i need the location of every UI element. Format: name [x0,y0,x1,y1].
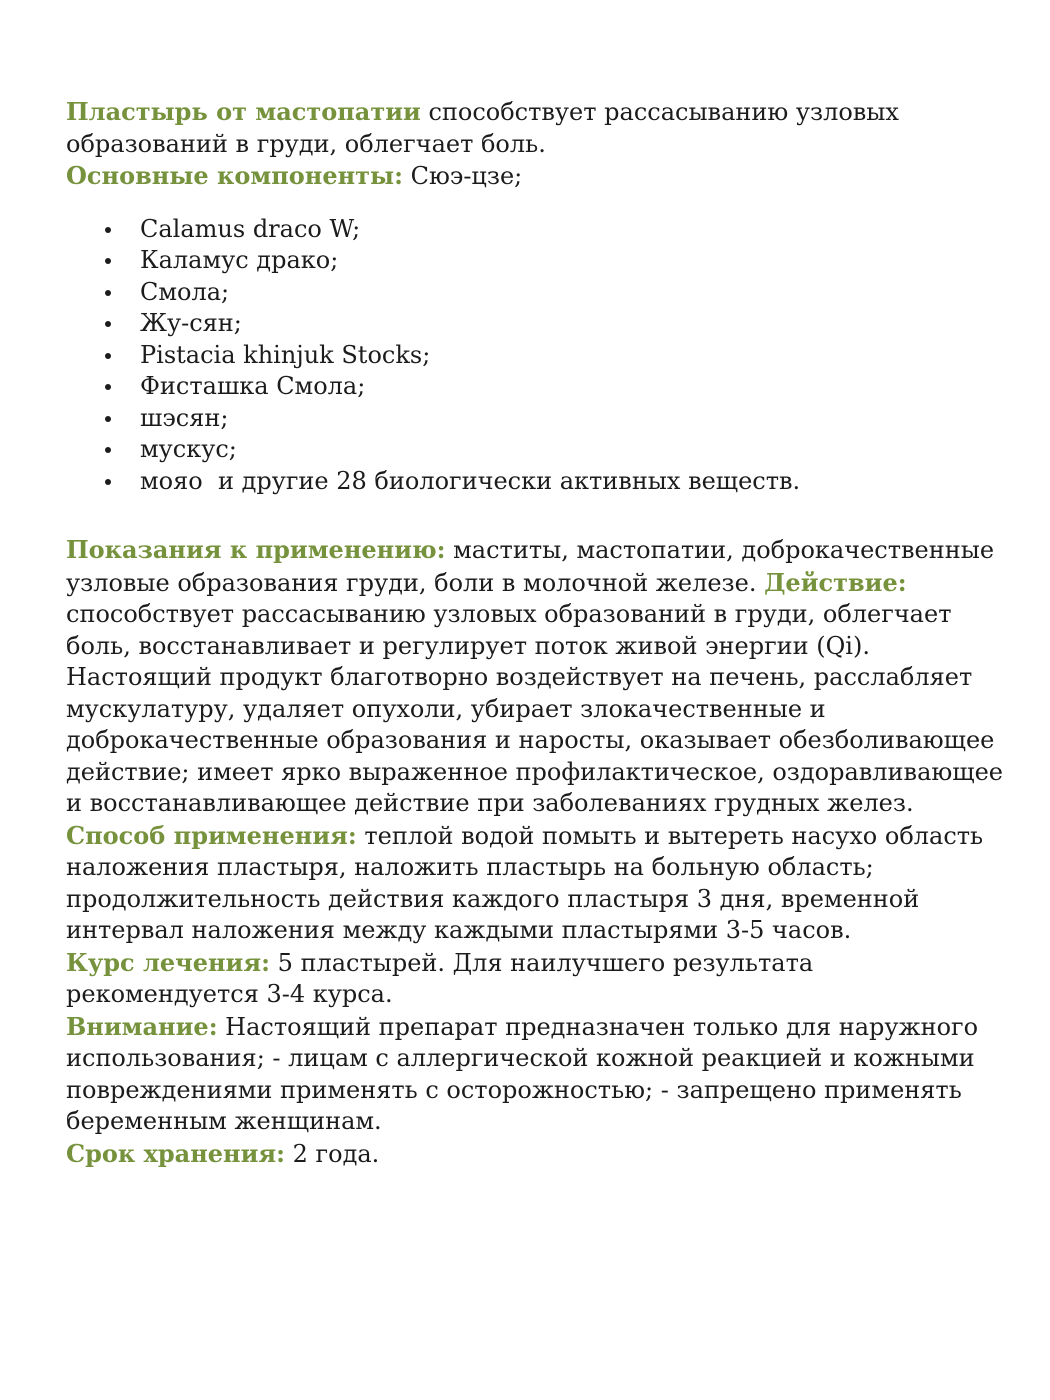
storage-label: Срок хранения: [66,1138,286,1168]
action-label: Действие: [764,567,907,597]
course-text: 5 пластырей. Для наилучшего результата рекомендуется 3-4 курса. [66,948,821,1008]
bullet-icon [105,447,111,453]
intro-text: способствует рассасыванию узловых образований в груди, облегчает боль. [66,98,907,158]
ingredients-list [66,214,1007,498]
storage-paragraph [66,1138,1007,1171]
bullet-icon [105,290,111,296]
bullet-icon [105,353,111,359]
product-title: Пластырь от мастопатии [66,97,421,126]
intro-paragraph [66,96,1007,160]
bullet-icon [105,479,111,485]
ingredient-text: мояо и другие 28 биологически активных веществ. [140,466,801,495]
ingredient-text: шэсян; [140,403,229,432]
indications-label: Показания к применению: [66,535,446,564]
warning-text: Настоящий препарат предназначен только для наружного использования; - лицам с аллергической кожной реакцией и кожными повреждениями применять с осторожностью; - запрещено применять беременным женщинам. [66,1012,986,1135]
ingredient-text: Смола; [140,277,230,306]
course-label: Курс лечения: [66,947,270,977]
bullet-icon [105,416,111,422]
ingredient-text: Жу-сян; [140,309,242,337]
warning-paragraph [66,1011,1007,1138]
ingredient-text: Фисташка Смола; [140,372,366,400]
components-paragraph [66,160,1007,193]
bullet-icon [105,321,111,327]
ingredient-text: мускус; [140,435,237,463]
ingredient-text: Каламус драко; [140,246,339,274]
ingredient-text: Calamus draco W; [140,214,361,243]
bullet-icon [105,258,111,264]
list-item [66,371,1007,403]
warning-label: Внимание: [66,1011,218,1041]
components-label: Основные компоненты: [66,161,403,190]
list-item [66,214,1007,246]
usage-text: теплой водой помыть и вытереть насухо область наложения пластыря, наложить пластырь на больную область; продолжительность действия каждого пластыря 3 дня, временной интервал наложения между каждыми пластырями 3-5 часов. [66,821,991,944]
bullet-icon [105,227,111,233]
list-item [66,245,1007,277]
usage-paragraph [66,820,1007,947]
course-paragraph [66,947,1007,1011]
bullet-icon [105,384,111,390]
list-item [66,434,1007,466]
indications-paragraph [66,534,1011,820]
list-item [66,340,1007,372]
indications-text: маститы, мастопатии, доброкачественные узловые образования груди, боли в молочной железе. [66,536,1002,597]
list-item [66,403,1007,435]
components-value: Сюэ-цзе; [402,162,523,190]
action-text: способствует рассасыванию узловых образований в груди, облегчает боль, восстанавливает и регулирует поток живой энергии (Qi). Настоящий продукт благотворно воздействует на печень, расслабляет мускулатуру, удаляет опухоли, убирает злокачественные и доброкачественные образования и наросты, оказывает обезболивающее действие; имеет ярко выраженное профилактическое, оздоравливающее и восстанавливающее действие при заболеваниях грудных желез. [66,568,1011,817]
list-item [66,466,1007,498]
storage-text: 2 года. [285,1139,380,1168]
list-item [66,277,1007,309]
ingredient-text: Pistacia khinjuk Stocks; [140,340,431,369]
usage-label: Способ применения: [66,820,357,850]
list-item [66,308,1007,340]
